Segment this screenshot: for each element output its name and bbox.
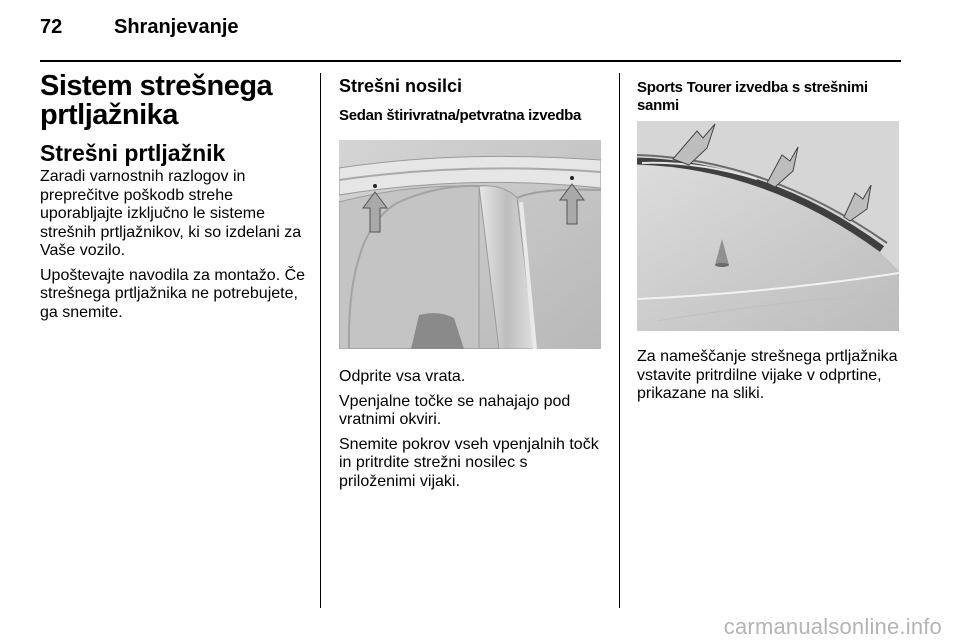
sedan-roof-illustration bbox=[339, 140, 601, 349]
paragraph: Vpenjalne točke se nahajajo pod vratnimi okviri. bbox=[339, 392, 571, 428]
paragraph: Odprite vsa vrata. bbox=[339, 368, 466, 385]
column-2-text bbox=[339, 366, 605, 491]
column-2 bbox=[339, 72, 605, 125]
subsection-heading: Strešni nosilci bbox=[339, 76, 463, 96]
sedan-roof-figure bbox=[339, 140, 601, 349]
column-3 bbox=[637, 79, 903, 115]
section-title: Shranjevanje bbox=[114, 16, 239, 38]
paragraph: Za nameščanje strešnega prtljažnika vstavite pritrdilne vijake v odprtine, prikazane na sliki. bbox=[637, 348, 898, 402]
column-1 bbox=[40, 72, 306, 322]
watermark: carmanualsonline.info bbox=[723, 614, 942, 639]
variant-heading: Sports Tourer izvedba s strešnimi sanmi bbox=[637, 79, 868, 114]
section-heading: Sistem strešnega prtljažnika bbox=[40, 70, 273, 131]
column-divider-2 bbox=[619, 73, 620, 608]
sports-tourer-roof-illustration bbox=[637, 121, 899, 331]
column-divider-1 bbox=[320, 73, 321, 608]
page-number: 72 bbox=[40, 16, 63, 38]
paragraph: Snemite pokrov vseh vpenjalnih točk in pritrdite strežni nosilec s priloženimi vijaki. bbox=[339, 435, 599, 490]
paragraph: Zaradi varnostnih razlogov in preprečitve poškodb strehe uporabljajte izključno le sisteme strešnih prtljažnikov, ki so izdelani za Vaše vozilo. bbox=[40, 168, 302, 259]
subsection-heading: Strešni prtljažnik bbox=[40, 140, 226, 166]
variant-heading: Sedan štirivratna/petvratna izvedba bbox=[339, 107, 582, 124]
paragraph: Upoštevajte navodila za montažo. Če strešnega prtljažnika ne potrebujete, ga snemite. bbox=[40, 266, 306, 321]
column-3-text bbox=[637, 346, 903, 404]
header-rule bbox=[40, 60, 901, 62]
sports-tourer-roof-figure bbox=[637, 121, 899, 331]
